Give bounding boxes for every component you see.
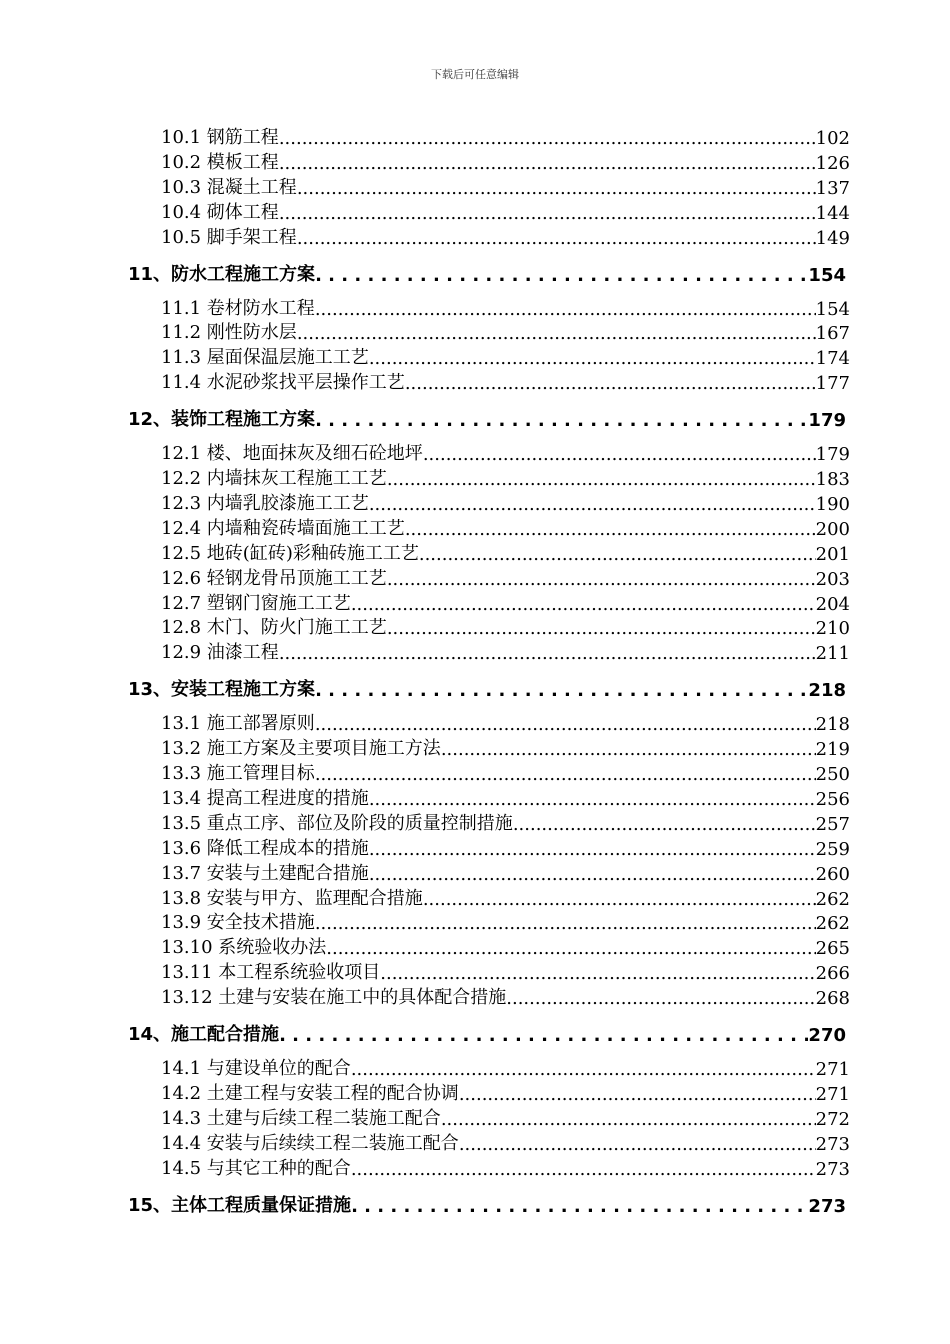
- toc-section-entry[interactable]: [161, 710, 850, 735]
- toc-entry-page-number: 137: [815, 177, 850, 199]
- toc-entry-title: 14.2 土建工程与安装工程的配合协调: [161, 1082, 459, 1104]
- toc-chapter-entry[interactable]: [128, 673, 846, 701]
- toc-section-entry[interactable]: [161, 224, 850, 249]
- toc-entry-title: 10.4 砌体工程: [161, 201, 279, 223]
- toc-entry-page-number: 167: [815, 323, 850, 345]
- toc-entry-page-number: 102: [815, 128, 850, 149]
- toc-entry-title: 12.6 轻钢龙骨吊顶施工工艺: [161, 567, 387, 589]
- toc-section-entry[interactable]: [161, 1080, 850, 1105]
- toc-entry-page-number: 201: [815, 543, 850, 565]
- toc-leader-dots: [351, 1159, 816, 1180]
- toc-leader-dots: [351, 594, 816, 615]
- toc-entry-title: 13.3 施工管理目标: [161, 763, 315, 784]
- toc-entry-page-number: 260: [815, 863, 850, 885]
- toc-leader-dots: [315, 680, 808, 701]
- toc-entry-page-number: 256: [815, 788, 850, 810]
- toc-chapter-entry[interactable]: [128, 1018, 846, 1046]
- toc-leader-dots: [405, 373, 816, 394]
- toc-entry-title: 14、施工配合措施: [128, 1024, 280, 1045]
- toc-entry-page-number: 262: [815, 888, 850, 910]
- toc-entry-page-number: 190: [815, 493, 850, 515]
- toc-entry-page-number: 273: [815, 1133, 850, 1155]
- toc-leader-dots: [441, 739, 816, 760]
- toc-leader-dots: [459, 1084, 816, 1105]
- toc-chapter-entry[interactable]: [128, 1189, 846, 1217]
- toc-entry-page-number: 266: [815, 963, 850, 985]
- toc-entry-title: 13.10 系统验收办法: [161, 937, 327, 959]
- toc-entry-page-number: 270: [808, 1025, 846, 1046]
- toc-entry-title: 12.9 油漆工程: [161, 642, 279, 664]
- toc-section-entry[interactable]: [161, 540, 850, 565]
- toc-entry-title: 13、安装工程施工方案: [128, 679, 316, 701]
- toc-entry-title: 12.5 地砖(缸砖)彩釉砖施工工艺: [161, 542, 419, 564]
- toc-leader-dots: [513, 814, 816, 835]
- toc-entry-page-number: 144: [815, 202, 850, 224]
- toc-leader-dots: [369, 789, 816, 810]
- toc-entry-title: 11.4 水泥砂浆找平层操作工艺: [161, 372, 405, 394]
- toc-chapter-entry[interactable]: [128, 258, 846, 286]
- toc-entry-title: 13.2 施工方案及主要项目施工方法: [161, 738, 441, 760]
- toc-leader-dots: [441, 1109, 816, 1130]
- toc-entry-page-number: 179: [815, 444, 850, 466]
- toc-section-entry[interactable]: [161, 295, 850, 320]
- toc-leader-dots: [315, 714, 816, 735]
- toc-leader-dots: [369, 864, 816, 885]
- toc-section-entry[interactable]: [161, 835, 850, 860]
- toc-entry-page-number: 154: [808, 264, 846, 286]
- toc-entry-title: 11、防水工程施工方案: [128, 263, 316, 285]
- toc-leader-dots: [315, 265, 808, 286]
- toc-leader-dots: [297, 323, 816, 344]
- toc-leader-dots: [387, 469, 816, 490]
- toc-section-entry[interactable]: [161, 490, 850, 515]
- toc-entry-page-number: 259: [815, 838, 850, 860]
- toc-chapter-entry[interactable]: [128, 403, 846, 431]
- toc-section-entry[interactable]: [161, 440, 850, 465]
- toc-entry-page-number: 250: [815, 764, 850, 785]
- toc-section-entry[interactable]: [161, 199, 850, 224]
- toc-entry-title: 12、装饰工程施工方案: [128, 409, 316, 431]
- toc-section-entry[interactable]: [161, 174, 850, 199]
- toc-leader-dots: [279, 153, 816, 174]
- toc-entry-page-number: 203: [815, 568, 850, 590]
- toc-leader-dots: [297, 228, 816, 249]
- toc-leader-dots: [279, 128, 816, 149]
- toc-entry-title: 10.2 模板工程: [161, 151, 279, 173]
- toc-entry-page-number: 272: [815, 1108, 850, 1130]
- toc-section-entry[interactable]: [161, 785, 850, 810]
- toc-leader-dots: [369, 348, 816, 369]
- toc-entry-title: 11.3 屋面保温层施工工艺: [161, 347, 369, 369]
- toc-leader-dots: [419, 544, 816, 565]
- toc-section-entry[interactable]: [161, 1055, 850, 1080]
- toc-entry-page-number: 271: [815, 1083, 850, 1105]
- toc-leader-dots: [297, 178, 816, 199]
- toc-entry-page-number: 154: [815, 298, 850, 320]
- toc-leader-dots: [315, 299, 816, 320]
- toc-section-entry[interactable]: [161, 885, 850, 910]
- toc-entry-title: 11.2 刚性防水层: [161, 322, 297, 344]
- toc-entry-page-number: 218: [808, 680, 846, 702]
- toc-section-entry[interactable]: [161, 1155, 850, 1180]
- toc-entry-title: 13.8 安装与甲方、监理配合措施: [161, 887, 423, 909]
- toc-leader-dots: [423, 889, 816, 910]
- toc-section-entry[interactable]: [161, 515, 850, 540]
- toc-entry-page-number: 210: [815, 618, 850, 640]
- toc-entry-page-number: 126: [815, 152, 850, 174]
- toc-entry-title: 12.2 内墙抹灰工程施工工艺: [161, 468, 387, 489]
- toc-leader-dots: [423, 444, 816, 465]
- page-header: 下载后可任意编辑: [431, 68, 519, 81]
- toc-entry-page-number: 218: [815, 714, 850, 736]
- toc-section-entry[interactable]: [161, 984, 850, 1009]
- toc-section-entry[interactable]: [161, 369, 850, 394]
- toc-section-entry[interactable]: [161, 760, 850, 785]
- toc-entry-title: 13.12 土建与安装在施工中的具体配合措施: [161, 987, 507, 1009]
- toc-section-entry[interactable]: [161, 319, 850, 344]
- toc-entry-title: 15、主体工程质量保证措施: [128, 1194, 352, 1216]
- toc-section-entry[interactable]: [161, 909, 850, 934]
- toc-leader-dots: [315, 764, 816, 785]
- toc-leader-dots: [351, 1059, 816, 1080]
- toc-leader-dots: [279, 203, 816, 224]
- toc-entry-page-number: 183: [815, 469, 850, 490]
- toc-section-entry[interactable]: [161, 639, 850, 664]
- toc-entry-page-number: 271: [815, 1059, 850, 1080]
- toc-section-entry[interactable]: [161, 590, 850, 615]
- toc-entry-title: 13.7 安装与土建配合措施: [161, 862, 369, 884]
- toc-entry-title: 13.9 安全技术措施: [161, 912, 315, 934]
- toc-leader-dots: [279, 1025, 808, 1046]
- toc-entry-page-number: 265: [815, 938, 850, 960]
- toc-section-entry[interactable]: [161, 959, 850, 984]
- toc-entry-title: 14.1 与建设单位的配合: [161, 1058, 351, 1079]
- toc-leader-dots: [315, 410, 808, 431]
- toc-entry-title: 13.11 本工程系统验收项目: [161, 962, 381, 984]
- toc-section-entry[interactable]: [161, 465, 850, 490]
- toc-section-entry[interactable]: [161, 149, 850, 174]
- toc-section-entry[interactable]: [161, 860, 850, 885]
- toc-section-entry[interactable]: [161, 934, 850, 959]
- toc-entry-page-number: 273: [815, 1158, 850, 1180]
- toc-leader-dots: [506, 988, 815, 1009]
- toc-entry-title: 10.5 脚手架工程: [161, 226, 297, 248]
- toc-entry-title: 14.5 与其它工种的配合: [161, 1157, 351, 1179]
- toc-entry-page-number: 174: [815, 348, 850, 370]
- toc-leader-dots: [405, 519, 816, 540]
- toc-leader-dots: [351, 1196, 808, 1217]
- toc-section-entry[interactable]: [161, 344, 850, 369]
- toc-section-entry[interactable]: [161, 124, 850, 149]
- toc-leader-dots: [369, 839, 816, 860]
- toc-leader-dots: [279, 643, 816, 664]
- toc-leader-dots: [380, 963, 815, 984]
- toc-leader-dots: [387, 618, 816, 639]
- toc-section-entry[interactable]: [161, 810, 850, 835]
- toc-section-entry[interactable]: [161, 735, 850, 760]
- toc-entry-page-number: 211: [815, 643, 850, 665]
- toc-entry-title: 10.3 混凝土工程: [161, 176, 297, 198]
- toc-leader-dots: [326, 938, 815, 959]
- toc-section-entry[interactable]: [161, 1130, 850, 1155]
- toc-entry-title: 13.6 降低工程成本的措施: [161, 837, 369, 859]
- toc-section-entry[interactable]: [161, 614, 850, 639]
- toc-leader-dots: [387, 569, 816, 590]
- toc-entry-title: 14.4 安装与后续续工程二装施工配合: [161, 1132, 459, 1154]
- toc-entry-title: 13.5 重点工序、部位及阶段的质量控制措施: [161, 812, 513, 834]
- toc-entry-title: 12.4 内墙釉瓷砖墙面施工工艺: [161, 517, 405, 539]
- toc-entry-page-number: 204: [815, 593, 850, 615]
- toc-entry-title: 12.3 内墙乳胶漆施工工艺: [161, 492, 369, 514]
- toc-entry-page-number: 273: [808, 1195, 846, 1217]
- toc-entry-page-number: 257: [815, 813, 850, 835]
- toc-entry-title: 14.3 土建与后续工程二装施工配合: [161, 1107, 441, 1129]
- toc-section-entry[interactable]: [161, 1105, 850, 1130]
- toc-entry-title: 12.1 楼、地面抹灰及细石砼地坪: [161, 443, 423, 465]
- toc-entry-page-number: 219: [815, 739, 850, 761]
- toc-entry-title: 13.4 提高工程进度的措施: [161, 787, 369, 809]
- toc-entry-page-number: 179: [808, 410, 846, 432]
- toc-entry-title: 11.1 卷材防水工程: [161, 297, 315, 319]
- toc-entry-title: 13.1 施工部署原则: [161, 713, 315, 735]
- toc-leader-dots: [459, 1134, 816, 1155]
- toc-leader-dots: [369, 494, 816, 515]
- toc-entry-title: 12.7 塑钢门窗施工工艺: [161, 592, 351, 614]
- toc-leader-dots: [315, 913, 816, 934]
- toc-entry-page-number: 149: [815, 227, 850, 249]
- toc-entry-page-number: 177: [815, 373, 850, 395]
- toc-entry-page-number: 262: [815, 913, 850, 935]
- toc-entry-title: 10.1 钢筋工程: [161, 127, 279, 148]
- toc-section-entry[interactable]: [161, 565, 850, 590]
- toc-entry-page-number: 268: [815, 988, 850, 1010]
- toc-entry-page-number: 200: [815, 518, 850, 540]
- toc-entry-title: 12.8 木门、防火门施工工艺: [161, 617, 387, 639]
